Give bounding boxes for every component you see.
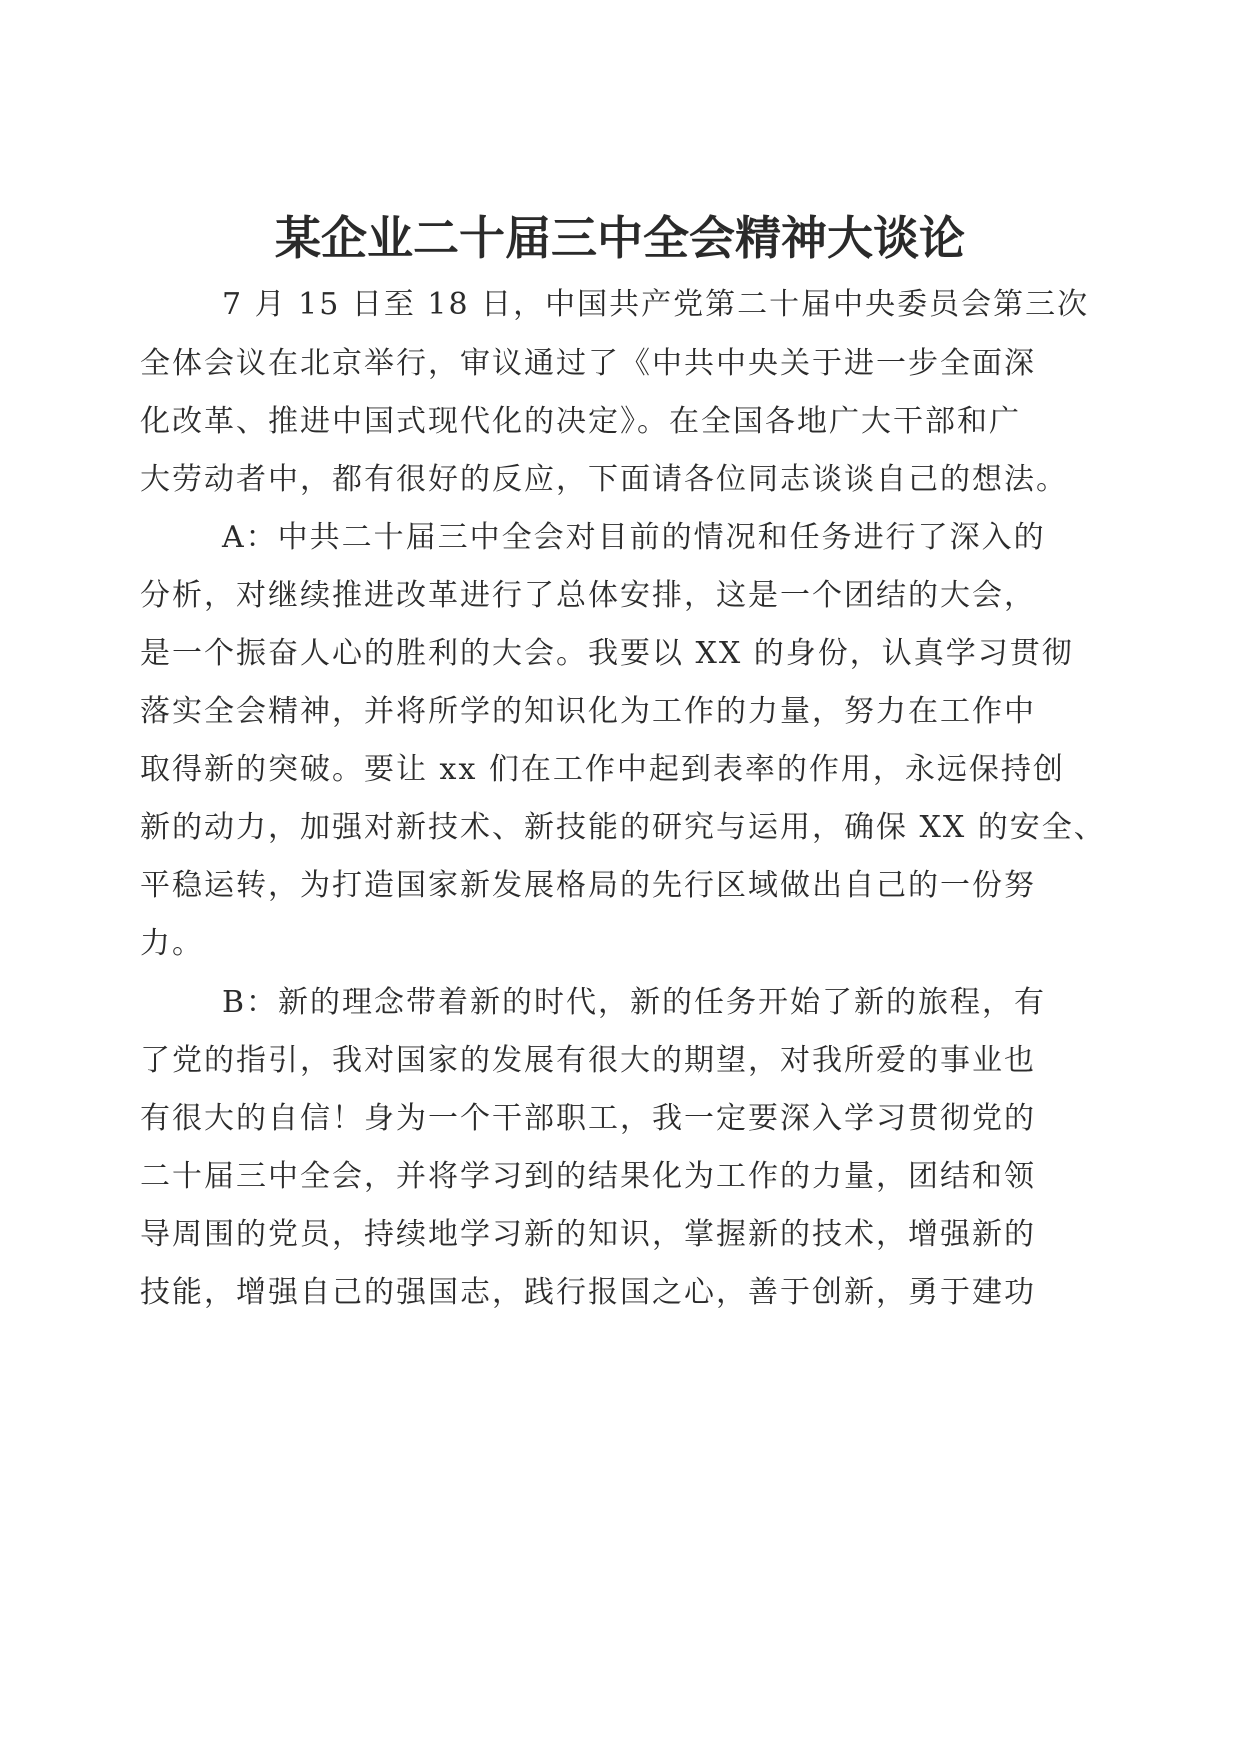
paragraph-1-line-3: 化改革、推进中国式现代化的决定》。在全国各地广大干部和广 [140,404,1021,439]
paragraph-3-line-6: 技能，增强自己的强国志，践行报国之心，善于创新，勇于建功 [140,1275,1036,1310]
paragraph-3-line-4: 二十届三中全会，并将学习到的结果化为工作的力量，团结和领 [140,1159,1036,1194]
document-title: 某企业二十届三中全会精神大谈论 [275,211,965,265]
paragraph-3-line-3: 有很大的自信！身为一个干部职工，我一定要深入学习贯彻党的 [140,1101,1036,1136]
paragraph-3-line-2: 了党的指引，我对国家的发展有很大的期望，对我所爱的事业也 [140,1043,1036,1078]
paragraph-2-line-5: 取得新的突破。要让 xx 们在工作中起到表率的作用，永远保持创 [140,752,1065,787]
paragraph-3-line-1: B：新的理念带着新的时代，新的任务开始了新的旅程，有 [222,985,1047,1020]
paragraph-3-line-5: 导周围的党员，持续地学习新的知识，掌握新的技术，增强新的 [140,1217,1036,1252]
paragraph-2-line-8: 力。 [140,926,204,961]
paragraph-2-line-6: 新的动力，加强对新技术、新技能的研究与运用，确保 XX 的安全、 [140,810,1106,845]
paragraph-1-line-1: 7 月 15 日至 18 日，中国共产党第二十届中央委员会第三次 [222,287,1090,322]
paragraph-2-line-7: 平稳运转，为打造国家新发展格局的先行区域做出自己的一份努 [140,868,1036,903]
paragraph-2-line-3: 是一个振奋人心的胜利的大会。我要以 XX 的身份，认真学习贯彻 [140,636,1074,671]
paragraph-2-line-4: 落实全会精神，并将所学的知识化为工作的力量，努力在工作中 [140,694,1036,729]
paragraph-1-line-4: 大劳动者中，都有很好的反应，下面请各位同志谈谈自己的想法。 [140,462,1068,497]
paragraph-2-line-2: 分析，对继续推进改革进行了总体安排，这是一个团结的大会， [140,578,1036,613]
paragraph-2-line-1: A：中共二十届三中全会对目前的情况和任务进行了深入的 [222,520,1046,555]
paragraph-1-line-2: 全体会议在北京举行，审议通过了《中共中央关于进一步全面深 [140,346,1036,381]
